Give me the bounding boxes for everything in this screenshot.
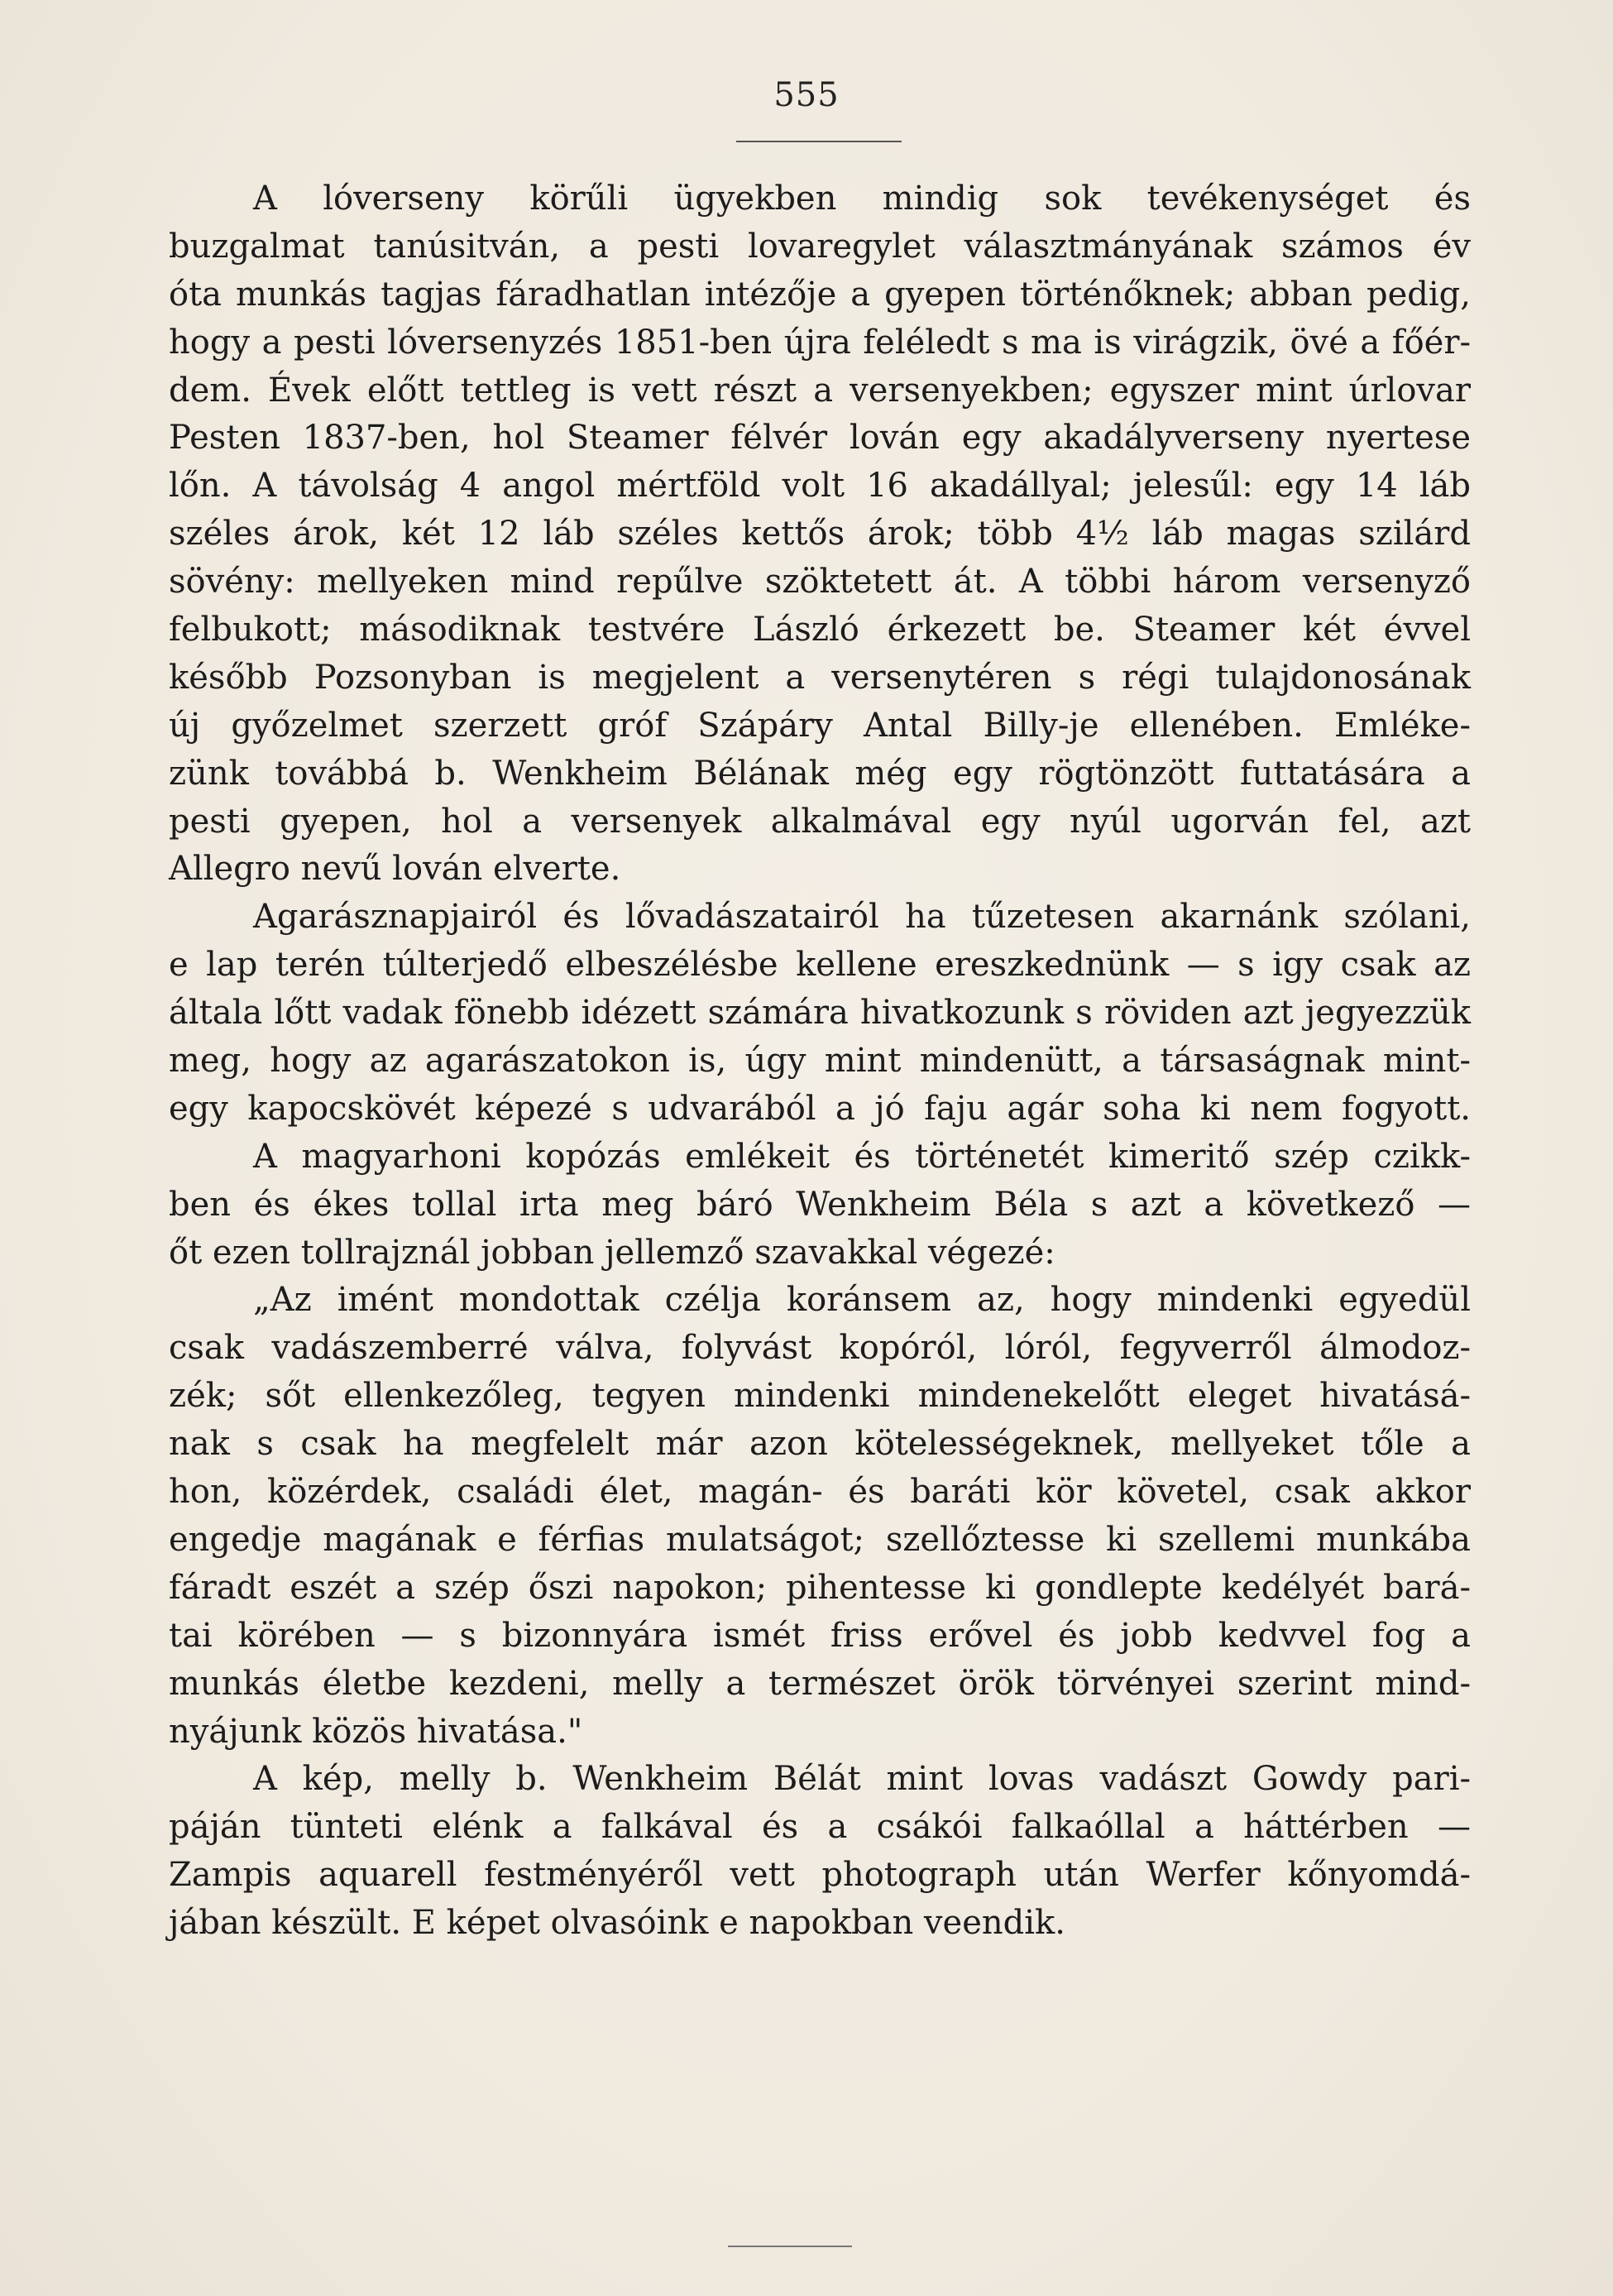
text-line: óta munkás tagjas fáradhatlan intézője a gyepen történőknek; abban pedig,	[169, 275, 1471, 314]
text-line: buzgalmat tanúsitván, a pesti lovaregylet választmányának számos év	[169, 227, 1471, 266]
text-line: később Pozsonyban is megjelent a versenytéren s régi tulajdonosának	[169, 658, 1471, 697]
text-line: jában készült. E képet olvasóink e napokban veendik.	[169, 1904, 1065, 1943]
text-line: felbukott; másodiknak testvére László érkezett be. Steamer két évvel	[169, 611, 1471, 649]
text-line: dem. Évek előtt tettleg is vett részt a versenyekben; egyszer mint úrlovar	[169, 371, 1471, 410]
text-line: engedje magának e férfias mulatságot; szellőztesse ki szellemi munkába	[169, 1520, 1471, 1559]
text-line: nyájunk közös hivatása."	[169, 1712, 583, 1751]
text-line: hon, közérdek, családi élet, magán- és baráti kör követel, csak akkor	[169, 1473, 1471, 1512]
text-line: pesti gyepen, hol a versenyek alkalmával egy nyúl ugorván fel, azt	[169, 802, 1471, 841]
body-text	[169, 175, 1471, 1948]
text-line: páján tünteti elénk a falkával és a csákói falkaóllal a háttérben —	[169, 1808, 1471, 1847]
text-line: „Az imént mondottak czélja koránsem az, hogy mindenki egyedül	[253, 1281, 1471, 1320]
text-line: A lóverseny körűli ügyekben mindig sok tevékenységet és	[253, 180, 1471, 218]
text-line: lőn. A távolság 4 angol mértföld volt 16 akadállyal; jelesűl: egy 14 láb	[169, 467, 1471, 506]
page-number-rule	[736, 141, 902, 142]
text-line: zünk továbbá b. Wenkheim Bélának még egy rögtönzött futtatására a	[169, 754, 1471, 793]
text-line: A magyarhoni kopózás emlékeit és történetét kimeritő szép czikk-	[253, 1137, 1471, 1176]
text-line: ben és ékes tollal irta meg báró Wenkheim Béla s azt a következő —	[169, 1185, 1471, 1224]
text-line: e lap terén túlterjedő elbeszélésbe kellene ereszkednünk — s igy csak az	[169, 946, 1471, 985]
text-line: egy kapocskövét képezé s udvarából a jó faju agár soha ki nem fogyott.	[169, 1089, 1471, 1128]
text-line: általa lőtt vadak fönebb idézett számára hivatkozunk s röviden azt jegyezzük	[169, 994, 1471, 1033]
text-line: új győzelmet szerzett gróf Szápáry Antal Billy-je ellenében. Emléke-	[169, 706, 1471, 745]
end-rule	[728, 2246, 852, 2247]
text-line: A kép, melly b. Wenkheim Bélát mint lovas vadászt Gowdy pari-	[253, 1760, 1471, 1799]
text-line: Pesten 1837-ben, hol Steamer félvér lován egy akadályverseny nyertese	[169, 419, 1471, 458]
text-line: széles árok, két 12 láb széles kettős árok; több 4½ láb magas szilárd	[169, 515, 1471, 554]
text-line: zék; sőt ellenkezőleg, tegyen mindenki mindenekelőtt eleget hivatásá-	[169, 1377, 1471, 1416]
text-line: Allegro nevű lován elverte.	[169, 850, 621, 889]
text-line: munkás életbe kezdeni, melly a természet örök törvényei szerint mind-	[169, 1664, 1471, 1703]
page-number: 555	[773, 76, 840, 114]
text-line: sövény: mellyeken mind repűlve szöktetett át. A többi három versenyző	[169, 563, 1471, 602]
text-line: Zampis aquarell festményéről vett photograph után Werfer kőnyomdá-	[169, 1856, 1471, 1895]
text-line: fáradt eszét a szép őszi napokon; pihentesse ki gondlepte kedélyét bará-	[169, 1568, 1471, 1607]
text-line: meg, hogy az agarászatokon is, úgy mint mindenütt, a társaságnak mint-	[169, 1042, 1471, 1081]
text-line: őt ezen tollrajznál jobban jellemző szavakkal végezé:	[169, 1233, 1055, 1272]
text-line: nak s csak ha megfelelt már azon kötelességeknek, mellyeket tőle a	[169, 1425, 1471, 1464]
text-line: tai körében — s bizonnyára ismét friss erővel és jobb kedvvel fog a	[169, 1616, 1471, 1655]
text-line: hogy a pesti lóversenyzés 1851-ben újra feléledt s ma is virágzik, övé a főér-	[169, 323, 1471, 362]
text-line: Agarásznapjairól és lővadászatairól ha tűzetesen akarnánk szólani,	[253, 898, 1471, 937]
text-line: csak vadászemberré válva, folyvást kopóról, lóról, fegyverről álmodoz-	[169, 1329, 1471, 1368]
